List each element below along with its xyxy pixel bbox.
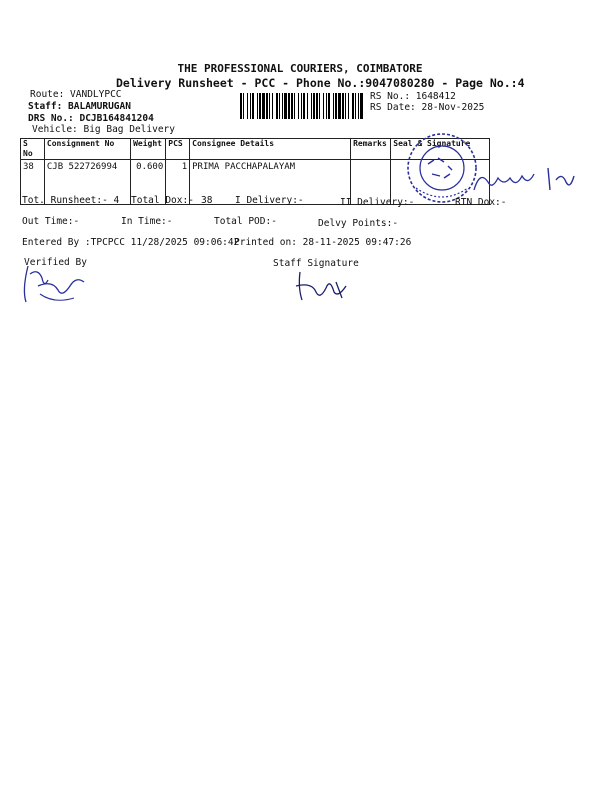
sheet-title: Delivery Runsheet - PCC - Phone No.:9047080280 - Page No.:4 — [116, 76, 525, 90]
col-seal-signature: Seal & Signature — [391, 139, 490, 160]
cell-s-no: 38 — [21, 160, 45, 205]
staff-label: Staff: BALAMURUGAN — [28, 101, 131, 112]
total-runsheet: Tot. Runsheet:- 4 — [22, 195, 120, 206]
delvy-points: Delvy Points:- — [318, 218, 399, 229]
col-weight: Weight — [131, 139, 166, 160]
rs-number: RS No.: 1648412 — [370, 91, 456, 102]
col-remarks: Remarks — [351, 139, 391, 160]
total-dox-value: 38 — [201, 195, 213, 206]
out-time: Out Time:- — [22, 216, 80, 227]
total-dox-label: Total Dox:- — [131, 195, 194, 206]
rs-date: RS Date: 28-Nov-2025 — [370, 102, 485, 113]
rtn-dox: RTN Dox:- — [455, 197, 507, 208]
route-label: Route: VANDLYPCC — [30, 89, 122, 100]
drs-number: DRS No.: DCJB164841204 — [28, 113, 154, 124]
staff-signature-label: Staff Signature — [273, 258, 359, 269]
col-s-no: S No — [21, 139, 45, 160]
total-pod: Total POD:- — [214, 216, 277, 227]
printed-on: Printed on: 28-11-2025 09:47:26 — [234, 237, 412, 248]
in-time: In Time:- — [121, 216, 173, 227]
col-pcs: PCS — [166, 139, 190, 160]
col-consignee: Consignee Details — [190, 139, 351, 160]
cell-pcs: 1 — [166, 160, 190, 205]
i-delivery: I Delivery:- — [235, 195, 304, 206]
company-title: THE PROFESSIONAL COURIERS, COIMBATORE — [177, 62, 423, 75]
verified-by: Verified By — [24, 257, 87, 268]
vehicle-label: Vehicle: Big Bag Delivery — [32, 124, 175, 135]
verified-signature-icon — [18, 260, 98, 310]
col-consignment: Consignment No — [44, 139, 130, 160]
barcode — [240, 93, 366, 119]
staff-signature-icon — [292, 268, 362, 304]
received-handwriting-icon — [470, 160, 590, 200]
cell-consignment: CJB 522726994 — [44, 160, 130, 205]
cell-consignee: PRIMA PACCHAPALAYAM — [190, 160, 351, 205]
ii-delivery: II Delivery:- — [340, 197, 415, 208]
cell-weight: 0.600 — [131, 160, 166, 205]
entered-by: Entered By :TPCPCC 11/28/2025 09:06:42 — [22, 237, 240, 248]
